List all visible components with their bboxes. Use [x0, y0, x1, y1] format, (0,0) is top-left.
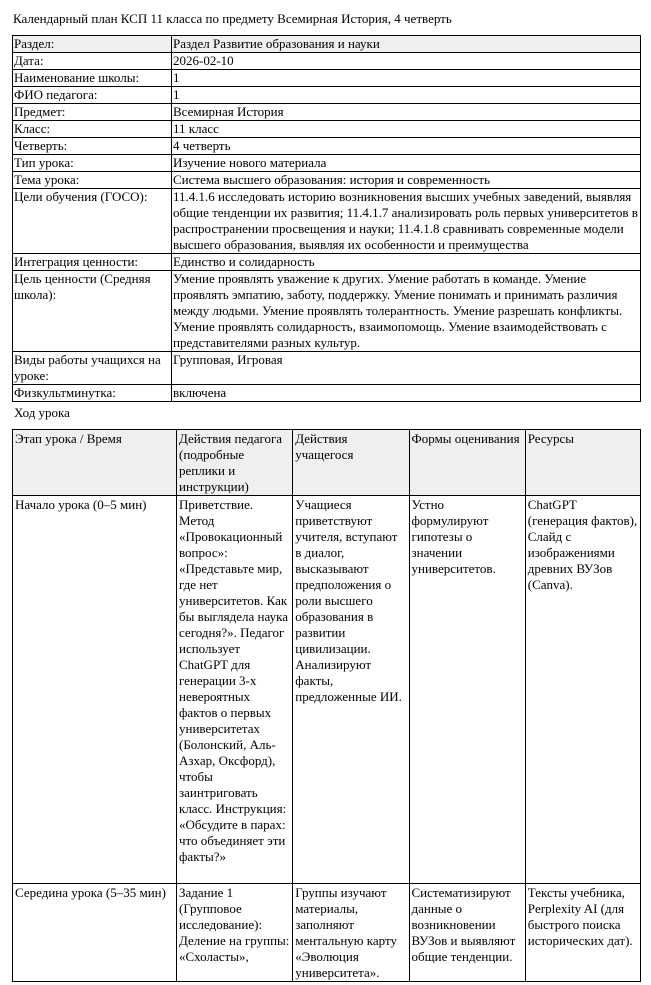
student-actions-cell: Группы изучают материалы, заполняют ментальную карту «Эволюция университета». — [293, 884, 409, 982]
info-label: Интеграция ценности: — [13, 254, 172, 271]
info-row-work-types — [13, 352, 641, 385]
info-value: Умение проявлять уважение к других. Умение работать в команде. Умение проявлять эмпатию, заботу, поддержку. Умение понимать и принимать различия между людьми. Умение проявлять толерантность. Умение разрешать конфликты. Умение проявлять солидарность, взаимопомощь. Умение взаимодействовать с представителями разных культур. — [172, 271, 641, 352]
info-value: 1 — [172, 70, 641, 87]
info-label: Виды работы учащихся на уроке: — [13, 352, 172, 385]
resources-cell: Тексты учебника, Perplexity AI (для быстрого поиска исторических дат). — [525, 884, 640, 982]
info-value: 1 — [172, 87, 641, 104]
info-row-topic — [13, 172, 641, 189]
info-value: Раздел Развитие образования и науки — [172, 36, 641, 53]
assessment-cell: Устно формулируют гипотезы о значении университетов. — [409, 496, 525, 884]
column-header: Ресурсы — [525, 430, 640, 496]
column-header: Этап урока / Время — [13, 430, 177, 496]
info-row-subject — [13, 104, 641, 121]
info-label: Предмет: — [13, 104, 172, 121]
info-row-date — [13, 53, 641, 70]
column-header: Действия учащегося — [293, 430, 409, 496]
info-label: Наименование школы: — [13, 70, 172, 87]
lesson-flow-heading: Ход урока — [14, 405, 70, 420]
info-label: Цели обучения (ГОСО): — [13, 189, 172, 254]
info-value: включена — [172, 385, 641, 402]
stage-cell: Начало урока (0–5 мин) — [13, 496, 177, 884]
lesson-row-start — [13, 496, 641, 884]
info-label: Четверть: — [13, 138, 172, 155]
info-row-physical-break — [13, 385, 641, 402]
resources-cell: ChatGPT (генерация фактов), Слайд с изображениями древних ВУЗов (Canva). — [525, 496, 640, 884]
assessment-cell: Систематизируют данные о возникновении ВУЗов и выявляют общие тенденции. — [409, 884, 525, 982]
info-label: Тип урока: — [13, 155, 172, 172]
info-label: ФИО педагога: — [13, 87, 172, 104]
column-header: Действия педагога (подробные реплики и инструкции) — [177, 430, 293, 496]
info-value: Всемирная История — [172, 104, 641, 121]
info-value: Единство и солидарность — [172, 254, 641, 271]
info-value: Изучение нового материала — [172, 155, 641, 172]
info-value: 2026-02-10 — [172, 53, 641, 70]
info-row-value-goal — [13, 271, 641, 352]
lesson-flow-table — [12, 429, 641, 982]
info-row-section — [13, 36, 641, 53]
teacher-actions-cell: Задание 1 (Групповое исследование): Деление на группы: «Схоласты», — [177, 884, 293, 982]
info-label: Цель ценности (Средняя школа): — [13, 271, 172, 352]
info-row-lesson-type — [13, 155, 641, 172]
lesson-info-table — [12, 35, 641, 402]
student-actions-cell: Учащиеся приветствуют учителя, вступают в диалог, высказывают предположения о роли высшего образования в развитии цивилизации. Анализируют факты, предложенные ИИ. — [293, 496, 409, 884]
info-value: Групповая, Игровая — [172, 352, 641, 385]
info-value: 11.4.1.6 исследовать историю возникновения высших учебных заведений, выявляя общие тенденции их развития; 11.4.1.7 анализировать роль первых университетов в распространении просвещения и науки; 11.4.1.8 сравнивать современные модели высшего образования, выявляя их особенности и преимущества — [172, 189, 641, 254]
info-value: 11 класс — [172, 121, 641, 138]
stage-cell: Середина урока (5–35 мин) — [13, 884, 177, 982]
info-row-value-integration — [13, 254, 641, 271]
info-row-learning-goals — [13, 189, 641, 254]
info-row-quarter — [13, 138, 641, 155]
info-label: Раздел: — [13, 36, 172, 53]
info-row-school — [13, 70, 641, 87]
teacher-actions-cell: Приветствие. Метод «Провокационный вопрос»: «Представьте мир, где нет университетов. Как бы выглядела наука сегодня?». Педагог использует ChatGPT для генерации 3-х невероятных фактов о первых университетах (Болонский, Аль-Азхар, Оксфорд), чтобы заинтриговать класс. Инструкция: «Обсудите в парах: что объединяет эти факты?» — [177, 496, 293, 884]
lesson-row-middle — [13, 884, 641, 982]
info-value: Система высшего образования: история и современность — [172, 172, 641, 189]
info-label: Физкультминутка: — [13, 385, 172, 402]
column-header: Формы оценивания — [409, 430, 525, 496]
info-label: Дата: — [13, 53, 172, 70]
lesson-table-header — [13, 430, 641, 496]
info-row-grade — [13, 121, 641, 138]
info-value: 4 четверть — [172, 138, 641, 155]
info-row-teacher — [13, 87, 641, 104]
document-title: Календарный план КСП 11 класса по предмету Всемирная История, 4 четверть — [13, 11, 452, 26]
info-label: Тема урока: — [13, 172, 172, 189]
info-label: Класс: — [13, 121, 172, 138]
